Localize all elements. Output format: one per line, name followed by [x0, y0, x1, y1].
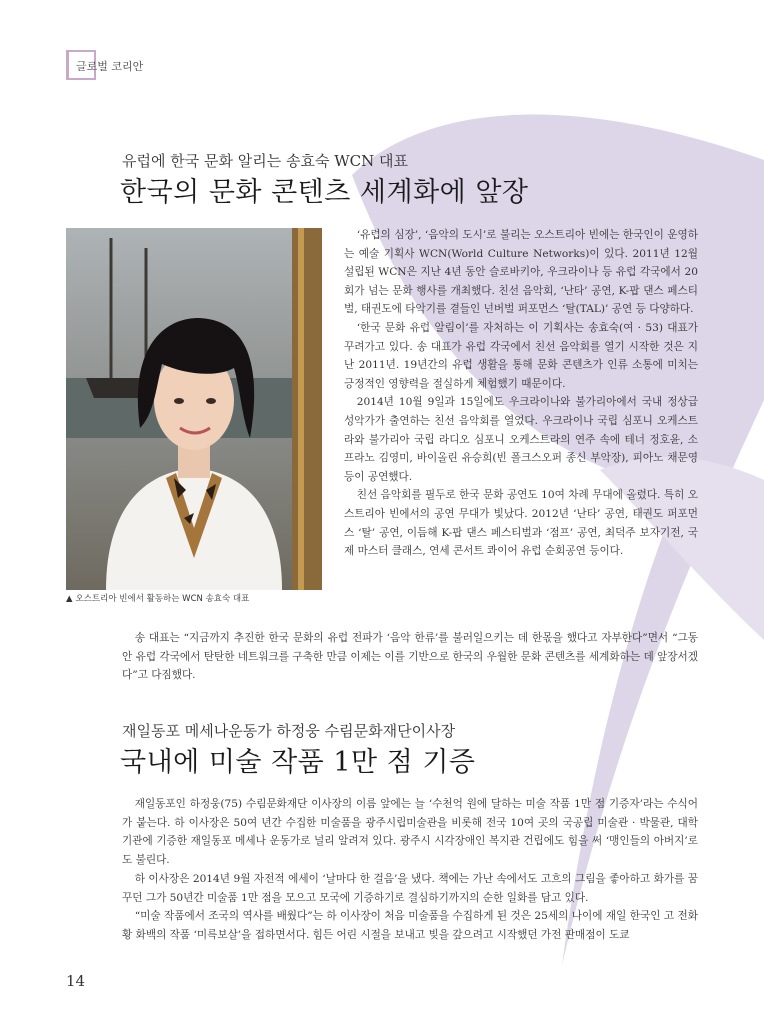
article2-paragraph: “미술 작품에서 조국의 역사를 배웠다”는 하 이사장이 처음 미술품을 수집하게 된 것은 25세의 나이에 재일 한국인 고 전화황 화백의 작품 ‘미륵보살’을 접하면서다. 힘든 어린 시절을 보내고 빚을 갚으려고 시작했던 가전 판매점이 도쿄 — [122, 910, 698, 941]
article1-title: 한국의 문화 콘텐츠 세계화에 앞장 — [120, 177, 529, 208]
article2-body — [122, 795, 698, 945]
article2-paragraph: 하 이사장은 2014년 9월 자전적 에세이 ‘날마다 한 걸음’을 냈다. 책에는 가난 속에서도 고흐의 그림을 좋아하고 화가를 꿈꾸던 그가 50년간 미술품 1만 점을 모으고 모국에 기증하기로 결심하기까지의 순한 일화를 담고 있다. — [122, 872, 698, 904]
page-number: 14 — [66, 972, 86, 990]
portrait-photo — [66, 228, 322, 590]
article1-paragraph: 2014년 10월 9일과 15일에도 우크라이나와 불가리아에서 국내 정상급 성악가가 출연하는 친선 음악회를 열었다. 우크라이나 국립 심포니 오케스트라와 불가리아 국립 라디오 심포니 오케스트라의 연주 속에 테너 정호윤, 소프라노 김영미, 바이올린 유승희(빈 폴크스오퍼 종신 부악장), 피아노 채문영 등이 공연했다. — [344, 396, 698, 483]
article1-paragraph: 친선 음악회를 필두로 한국 문화 공연도 10여 차례 무대에 올렸다. 특히 오스트리아 빈에서의 공연 무대가 빛났다. 2012년 ‘난타’ 공연, 태권도 퍼포먼스 ‘탈’ 공연, 이듬해 K-팝 댄스 페스티벌과 ‘점프’ 공연, 최덕주 보자기전, 국제 마스터 클래스, 연세 콘서트 콰이어 유럽 순회공연 등이다. — [344, 489, 698, 558]
article2-subtitle: 재일동포 메세나운동가 하정웅 수림문화재단이사장 — [122, 722, 456, 740]
photo-caption-text: 오스트리아 빈에서 활동하는 WCN 송효숙 대표 — [75, 594, 250, 604]
article2-paragraph: 재일동포인 하정웅(75) 수림문화재단 이사장의 이름 앞에는 늘 ‘수천억 원에 달하는 미술 작품 1만 점 기증자’라는 수식어가 붙는다. 하 이사장은 50여 년간 수집한 미술품을 광주시립미술관을 비롯해 전국 10여 곳의 국공립 미술관 · 박물관, 대학 기관에 기증한 재일동포 메세나 운동가로 널리 알려져 있다. 광주시 시각장애인 복지관 건립에도 힘을 써 ‘맹인들의 아버지’로도 불린다. — [122, 798, 698, 867]
photo-caption — [66, 592, 249, 604]
article1-paragraph: ‘유럽의 심장’, ‘음악의 도시’로 불리는 오스트리아 빈에는 한국인이 운영하는 예술 기획사 WCN(World Culture Networks)이 있다. 2011년 12월 설립된 WCN은 지난 4년 동안 슬로바키아, 우크라이나 등 유럽 각국에서 20회가 넘는 문화 행사를 개최했다. 친선 음악회, ‘난타’ 공연, K-팝 댄스 페스티벌, 태권도에 타악기를 곁들인 넌버벌 퍼포먼스 ‘탈(TAL)’ 공연 등 다양하다. — [344, 229, 698, 316]
triangle-icon: ▲ — [66, 594, 73, 604]
article1-paragraph: 송 대표는 “지금까지 추진한 한국 문화의 유럽 전파가 ‘음악 한류’를 불러일으키는 데 한몫을 했다고 자부한다”면서 “그동안 유럽 각국에서 탄탄한 네트워크를 구축한 만큼 이제는 이를 기반으로 한국의 우월한 문화 콘텐츠를 세계화하는 데 앞장서겠다”고 다짐했다. — [122, 632, 698, 682]
section-label: 글로벌 코리안 — [76, 60, 144, 73]
article1-body-closing — [122, 629, 698, 685]
article1-paragraph: ‘한국 문화 유럽 알림이’를 자처하는 이 기획사는 송효숙(여 · 53) 대표가 꾸려가고 있다. 송 대표가 유럽 각국에서 친선 음악회를 열기 시작한 것은 지난 2011년. 19년간의 유럽 생활을 통해 문화 콘텐츠가 인류 소통에 미치는 긍정적인 영향력을 절실하게 체험했기 때문이다. — [344, 321, 698, 390]
article1-body — [344, 226, 698, 561]
article1-subtitle: 유럽에 한국 문화 알리는 송효숙 WCN 대표 — [122, 152, 408, 170]
article2-title: 국내에 미술 작품 1만 점 기증 — [120, 747, 476, 778]
